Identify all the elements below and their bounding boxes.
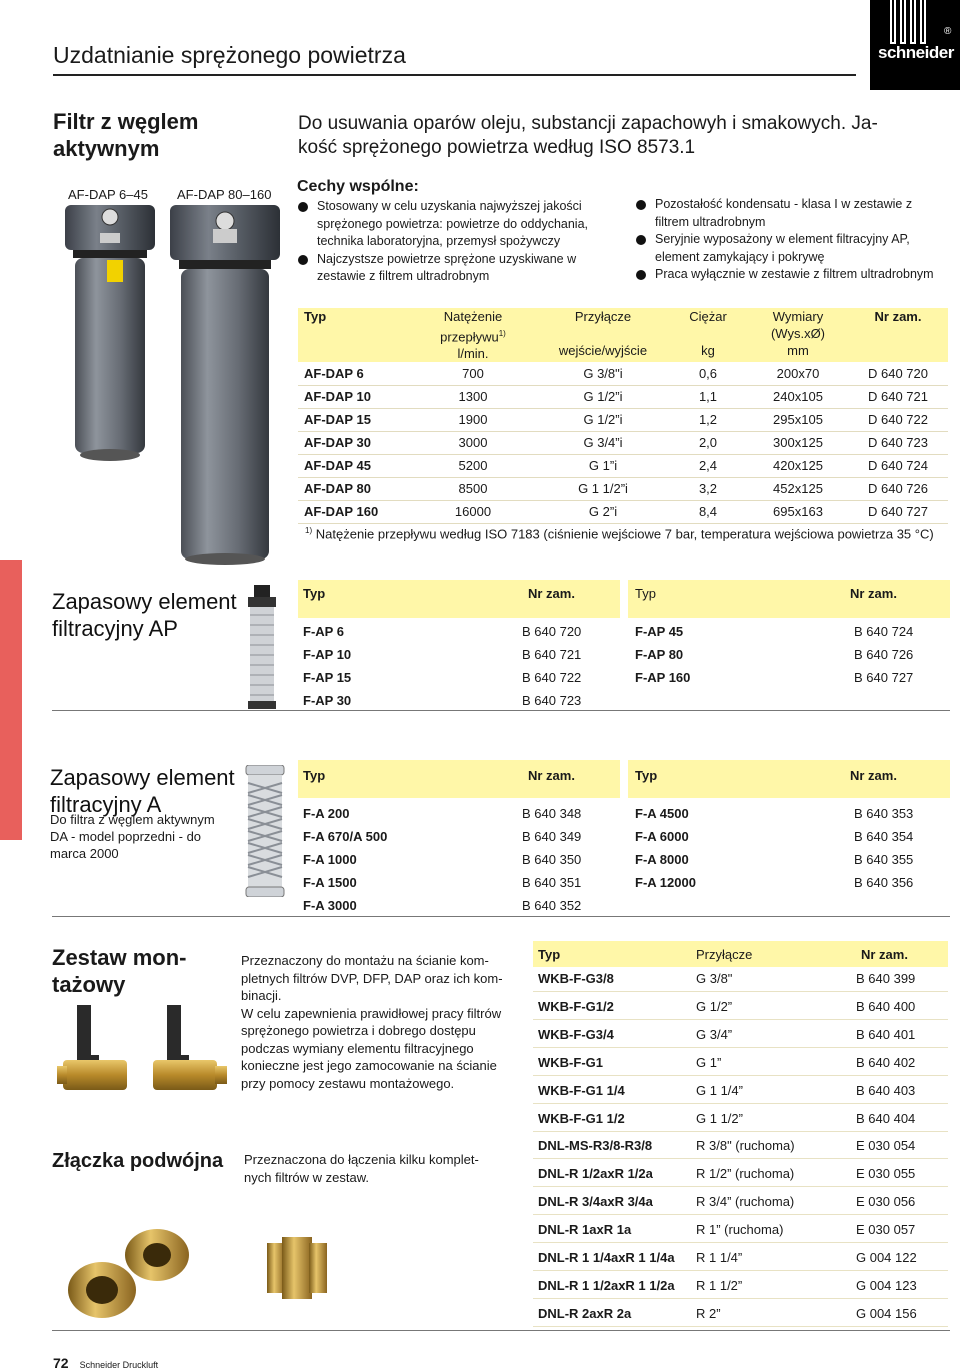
col-header-type: Typ xyxy=(303,586,326,601)
cell-order-no: B 640 351 xyxy=(522,875,582,890)
col-header-flow: Natężenie przepływu$^{1)}$ l/min. xyxy=(440,309,506,362)
cell-type: F-A 12000 xyxy=(635,875,696,890)
lead-text: Do usuwania oparów oleju, substancji zapachowyh i smakowych. Ja- kość sprężonego powietrza według ISO 8573.1 xyxy=(298,113,878,158)
cell-type: WKB-F-G1/2 xyxy=(538,999,614,1014)
ap-element-table xyxy=(298,580,950,710)
feature-item: Praca wyłącznie w zestawie z filtrem ultradrobnym xyxy=(635,266,955,284)
page-title: Uzdatnianie sprężonego powietrza xyxy=(53,42,406,68)
cell-type: DNL-R 1 1/4axR 1 1/4a xyxy=(538,1250,675,1265)
cell-connection: R 2” xyxy=(696,1306,721,1321)
cell-connection: R 1 1/4” xyxy=(696,1250,743,1265)
cell-order-no: B 640 399 xyxy=(856,971,916,986)
col-header-order-no: Nr zam. xyxy=(528,586,575,601)
cell-dimensions: 452x125 xyxy=(748,477,848,500)
col-header-connection: Przyłącze xyxy=(696,947,753,962)
cell-order-no: B 640 727 xyxy=(854,670,914,685)
table-row xyxy=(298,454,948,477)
cell-connection: G 1” xyxy=(696,1055,722,1070)
cell-type: F-A 200 xyxy=(303,806,350,821)
cell-type: F-AP 10 xyxy=(303,647,352,662)
feature-item: Seryjnie wyposażony w element filtracyjny AP, element zamykający i pokrywę xyxy=(635,231,955,266)
cell-order-no: B 640 402 xyxy=(856,1055,916,1070)
cell-type: F-AP 15 xyxy=(303,670,352,685)
cell-connection: G 1/2” xyxy=(696,999,733,1014)
page-number: 72 xyxy=(53,1355,69,1371)
col-header-connection: Przyłącze wejście/wyjście xyxy=(558,309,648,358)
col-header-order-no: Nr zam. xyxy=(850,768,897,783)
cell-order-no: B 640 722 xyxy=(522,670,582,685)
section-title-mounting-kit: Zestaw mon- tażowy xyxy=(52,945,187,997)
cell-flow: 700 xyxy=(408,362,538,385)
cell-connection: R 3/8" (ruchoma) xyxy=(696,1138,795,1153)
cell-weight: 3,2 xyxy=(668,477,748,500)
table-row xyxy=(298,408,948,431)
table-header-right xyxy=(628,760,950,798)
cell-type: F-AP 45 xyxy=(635,624,684,639)
table-header-row xyxy=(298,308,948,362)
cell-type: AF-DAP 80 xyxy=(298,477,408,500)
row-divider xyxy=(533,1242,948,1243)
a-element-description: Do filtra z węglem aktywnym DA - model poprzedni - do marca 2000 xyxy=(50,812,215,861)
cell-order-no: E 030 056 xyxy=(856,1194,916,1209)
cell-type: AF-DAP 10 xyxy=(298,385,408,408)
a-element-table xyxy=(298,760,950,915)
cell-dimensions: 695x163 xyxy=(748,500,848,523)
a-element-image xyxy=(240,765,290,897)
cell-type: F-A 6000 xyxy=(635,829,689,844)
cell-order-no: B 640 400 xyxy=(856,999,916,1014)
cell-order-no: B 640 349 xyxy=(522,829,582,844)
cell-order-no: B 640 348 xyxy=(522,806,582,821)
cell-weight: 1,2 xyxy=(668,408,748,431)
cell-type: F-A 4500 xyxy=(635,806,689,821)
cell-order-no: B 640 354 xyxy=(854,829,914,844)
brand-logo: ® schneider xyxy=(870,0,960,90)
features-list-right xyxy=(635,196,955,284)
col-header-type: Typ xyxy=(304,309,327,324)
cell-type: WKB-F-G1 1/2 xyxy=(538,1111,625,1126)
cell-order-no: B 640 723 xyxy=(522,693,582,708)
cell-type: AF-DAP 15 xyxy=(298,408,408,431)
cell-connection: R 1” (ruchoma) xyxy=(696,1222,784,1237)
cell-type: DNL-R 2axR 2a xyxy=(538,1306,632,1321)
image-label-large: AF-DAP 80–160 xyxy=(177,187,272,202)
features-title: Cechy wspólne: xyxy=(297,178,419,195)
cell-order-no: E 030 054 xyxy=(856,1138,916,1153)
table-header-right xyxy=(628,580,950,618)
cell-type: F-A 1500 xyxy=(303,875,357,890)
side-accent-bar xyxy=(0,560,22,840)
col-header-type: Typ xyxy=(635,586,656,601)
features-list-left xyxy=(297,198,617,286)
row-divider xyxy=(533,1103,948,1104)
cell-type: WKB-F-G3/8 xyxy=(538,971,614,986)
cell-weight: 2,0 xyxy=(668,431,748,454)
cell-type: F-AP 160 xyxy=(635,670,691,685)
cell-flow: 3000 xyxy=(408,431,538,454)
cell-order-no: E 030 057 xyxy=(856,1222,916,1237)
cell-weight: 1,1 xyxy=(668,385,748,408)
section-divider xyxy=(52,916,950,917)
cell-order-no: G 004 122 xyxy=(856,1250,917,1265)
row-divider xyxy=(533,1214,948,1215)
row-divider xyxy=(533,991,948,992)
cell-flow: 16000 xyxy=(408,500,538,523)
cell-type: DNL-R 3/4axR 3/4a xyxy=(538,1194,653,1209)
cell-order-no: B 640 720 xyxy=(522,624,582,639)
cell-type: F-A 8000 xyxy=(635,852,689,867)
cell-dimensions: 200x70 xyxy=(748,362,848,385)
cell-type: F-A 670/A 500 xyxy=(303,829,388,844)
cell-type: F-A 3000 xyxy=(303,898,357,913)
double-nipple-description: Przeznaczona do łączenia kilku komplet- nych filtrów w zestaw. xyxy=(244,1152,479,1185)
cell-type: WKB-F-G1 xyxy=(538,1055,603,1070)
cell-connection: R 1 1/2” xyxy=(696,1278,743,1293)
cell-connection: R 3/4” (ruchoma) xyxy=(696,1194,795,1209)
col-header-order-no: Nr zam. xyxy=(528,768,575,783)
cell-order-no: B 640 356 xyxy=(854,875,914,890)
col-header-order-no: Nr zam. xyxy=(861,947,908,962)
section-title-a-element: Zapasowy element filtracyjny A xyxy=(50,765,235,817)
cell-type: WKB-F-G1 1/4 xyxy=(538,1083,625,1098)
section-divider xyxy=(52,710,950,711)
footer-divider xyxy=(52,1330,950,1331)
row-divider xyxy=(533,1326,948,1327)
cell-order-no: D 640 720 xyxy=(848,362,948,385)
cell-connection: G 3/8" xyxy=(696,971,733,986)
cell-order-no: B 640 726 xyxy=(854,647,914,662)
cell-flow: 5200 xyxy=(408,454,538,477)
section-title-ap-element: Zapasowy element filtracyjny AP xyxy=(52,589,237,641)
af-dap-spec-table xyxy=(298,308,948,524)
cell-connection: G 1/2”i xyxy=(538,408,668,431)
title-divider xyxy=(53,74,856,76)
cell-order-no: B 640 721 xyxy=(522,647,582,662)
cell-type: DNL-MS-R3/8-R3/8 xyxy=(538,1138,653,1153)
ap-element-image xyxy=(238,585,286,710)
cell-order-no: G 004 123 xyxy=(856,1278,917,1293)
cell-type: AF-DAP 160 xyxy=(298,500,408,523)
cell-connection: G 1 1/4” xyxy=(696,1083,743,1098)
footer-brand: Schneider Druckluft xyxy=(79,1360,159,1370)
section-title-double-nipple: Złączka podwójna xyxy=(52,1150,224,1172)
col-header-weight: Ciężar kg xyxy=(689,309,727,358)
table-row xyxy=(298,362,948,385)
cell-order-no: D 640 726 xyxy=(848,477,948,500)
col-header-order-no: Nr zam. xyxy=(874,309,922,324)
col-header-order-no: Nr zam. xyxy=(850,586,897,601)
col-header-dimensions: Wymiary (Wys.xØ) mm xyxy=(770,309,826,358)
cell-order-no: D 640 721 xyxy=(848,385,948,408)
cell-type: AF-DAP 45 xyxy=(298,454,408,477)
cell-type: F-AP 30 xyxy=(303,693,352,708)
mounting-kit-table xyxy=(533,941,948,1131)
cell-flow: 1900 xyxy=(408,408,538,431)
cell-dimensions: 295x105 xyxy=(748,408,848,431)
cell-flow: 1300 xyxy=(408,385,538,408)
cell-order-no: B 640 401 xyxy=(856,1027,916,1042)
row-divider xyxy=(533,1019,948,1020)
cell-order-no: D 640 723 xyxy=(848,431,948,454)
cell-connection: G 3/4”i xyxy=(538,431,668,454)
cell-dimensions: 240x105 xyxy=(748,385,848,408)
cell-connection: G 2”i xyxy=(538,500,668,523)
section-title-activated-carbon-filter: Filtr z węglem aktywnym xyxy=(53,109,199,161)
cell-order-no: D 640 727 xyxy=(848,500,948,523)
cell-connection: G 1/2”i xyxy=(538,385,668,408)
cell-type: DNL-R 1/2axR 1/2a xyxy=(538,1166,653,1181)
cell-order-no: B 640 352 xyxy=(522,898,582,913)
cell-order-no: B 640 404 xyxy=(856,1111,916,1126)
image-label-small: AF-DAP 6–45 xyxy=(68,187,148,202)
row-divider xyxy=(533,1186,948,1187)
cell-connection: G 3/4” xyxy=(696,1027,733,1042)
cell-weight: 2,4 xyxy=(668,454,748,477)
col-header-type: Typ xyxy=(303,768,326,783)
cell-order-no: E 030 055 xyxy=(856,1166,916,1181)
cell-type: F-AP 80 xyxy=(635,647,684,662)
feature-item: Najczystsze powietrze sprężone uzyskiwane w zestawie z filtrem ultradrobnym xyxy=(297,251,617,286)
cell-order-no: B 640 350 xyxy=(522,852,582,867)
row-divider xyxy=(533,1075,948,1076)
col-header-type: Typ xyxy=(635,768,658,783)
cell-connection: G 1 1/2”i xyxy=(538,477,668,500)
cell-connection: G 1”i xyxy=(538,454,668,477)
cell-order-no: D 640 724 xyxy=(848,454,948,477)
cell-type: DNL-R 1axR 1a xyxy=(538,1222,632,1237)
cell-type: AF-DAP 6 xyxy=(298,362,408,385)
cell-weight: 0,6 xyxy=(668,362,748,385)
mounting-kit-description: Przeznaczony do montażu na ścianie kom- pletnych filtrów DVP, DFP, DAP oraz ich kom- binacji. W celu zapewnienia prawidłowej pracy filtrów sprężonego powietrza i dobrego dostępu podczas wymiany elementu filtracyjnego konieczne jest jego zamocowanie na ścianie przy pomocy zestawu montażowego. xyxy=(241,953,503,1091)
row-divider xyxy=(533,1047,948,1048)
cell-order-no: B 640 353 xyxy=(854,806,914,821)
filter-housing-image xyxy=(55,205,285,565)
table-row xyxy=(298,385,948,408)
cell-order-no: D 640 722 xyxy=(848,408,948,431)
cell-type: WKB-F-G3/4 xyxy=(538,1027,614,1042)
cell-type: F-A 1000 xyxy=(303,852,357,867)
col-header-type: Typ xyxy=(538,947,561,962)
feature-item: Pozostałość kondensatu - klasa I w zestawie z filtrem ultradrobnym xyxy=(635,196,955,231)
table-row xyxy=(298,500,948,523)
cell-type: F-AP 6 xyxy=(303,624,344,639)
cell-order-no: G 004 156 xyxy=(856,1306,917,1321)
table-row xyxy=(298,477,948,500)
row-divider xyxy=(533,1158,948,1159)
cell-order-no: B 640 355 xyxy=(854,852,914,867)
cell-connection: R 1/2” (ruchoma) xyxy=(696,1166,795,1181)
row-divider xyxy=(533,1298,948,1299)
double-nipple-table xyxy=(533,1131,948,1331)
cell-type: DNL-R 1 1/2axR 1 1/2a xyxy=(538,1278,675,1293)
cell-weight: 8,4 xyxy=(668,500,748,523)
cell-dimensions: 420x125 xyxy=(748,454,848,477)
cell-connection: G 1 1/2” xyxy=(696,1111,743,1126)
cell-connection: G 3/8"i xyxy=(538,362,668,385)
row-divider xyxy=(533,1270,948,1271)
feature-item: Stosowany w celu uzyskania najwyższej jakości sprężonego powietrza: powietrze do oddychania, technika laboratoryjna, przemysł spożywczy xyxy=(297,198,617,251)
table-row xyxy=(298,431,948,454)
mounting-kit-image xyxy=(55,1000,230,1100)
cell-type: AF-DAP 30 xyxy=(298,431,408,454)
cell-order-no: B 640 403 xyxy=(856,1083,916,1098)
cell-flow: 8500 xyxy=(408,477,538,500)
cell-order-no: B 640 724 xyxy=(854,624,914,639)
double-nipple-image xyxy=(62,1215,352,1330)
footnote: $^{1)}$ Natężenie przepływu według ISO 7183 (ciśnienie wejściowe 7 bar, temperatura wejściowa powietrza 35 °C) xyxy=(305,526,934,542)
cell-dimensions: 300x125 xyxy=(748,431,848,454)
